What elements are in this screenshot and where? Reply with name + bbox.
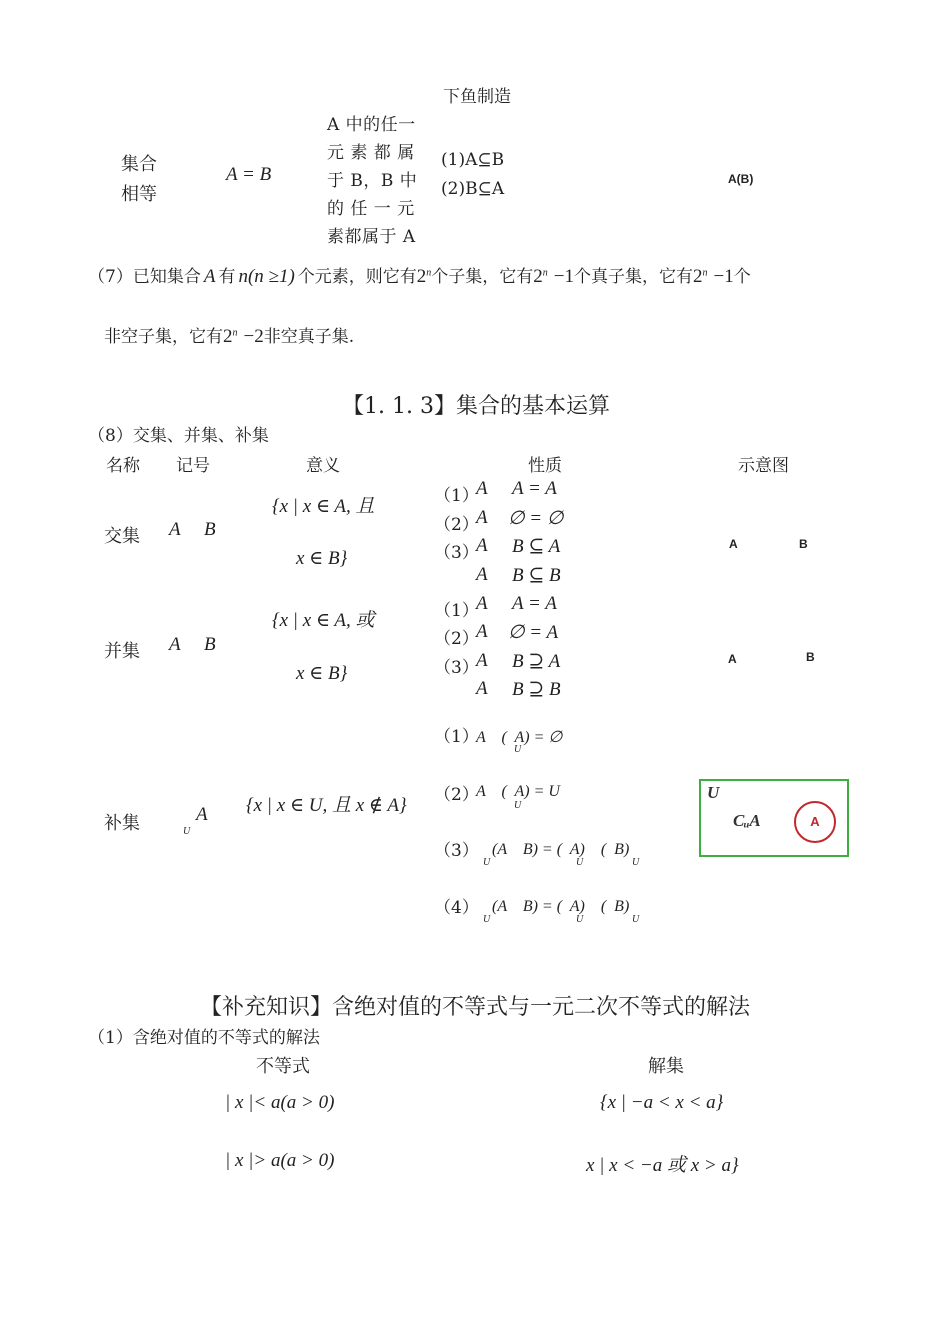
intersection-notation-b: B xyxy=(204,519,216,540)
union-prop-b: B ⊇ A xyxy=(512,651,561,672)
complement-prop-expr: (A B) = ( A) ( B) xyxy=(492,841,630,858)
complement-prop-sub: U xyxy=(483,914,491,925)
equal-notation: A = B xyxy=(226,164,272,185)
equal-definition-line: A 中的任一 xyxy=(327,115,416,135)
diagram-set-label: A xyxy=(810,814,820,829)
complement-name: 补集 xyxy=(104,813,140,834)
union-prop-b: ∅ = A xyxy=(508,622,559,643)
complement-prop-expr: A ( A) = U xyxy=(476,783,560,800)
header-name: 名称 xyxy=(106,456,140,476)
equal-property-2: (2)B⊆A xyxy=(441,179,505,199)
complement-prop-expr: (A B) = ( A) ( B) xyxy=(492,898,630,915)
intersection-prop-a: A xyxy=(476,535,488,556)
equal-definition-line: 于 B，B 中 xyxy=(327,171,418,191)
note7-line2: 非空子集，它有$2^n -2$非空真子集. xyxy=(104,326,355,347)
intersection-prop-a: A xyxy=(476,564,488,585)
header-property: 性质 xyxy=(528,456,562,476)
diagram-universe-label: U xyxy=(707,783,720,802)
equal-name-line2: 相等 xyxy=(121,184,157,205)
header-meaning: 意义 xyxy=(306,456,340,476)
union-prop-b: B ⊇ B xyxy=(512,679,561,700)
complement-prop-expr: A ( A) = ∅ xyxy=(476,729,563,746)
complement-prop-sub: U xyxy=(576,857,584,868)
note7-line1: （7）已知集合 A 有 n(n ≥1) 个元素，则它有2$^n$个子集，它有$2^n -1$个真子集，它有$2^n -1$个 xyxy=(88,266,751,287)
intersection-prop-num: （2） xyxy=(434,515,479,535)
intersection-diagram-a: A xyxy=(729,537,738,551)
supplement-title: 【补充知识】含绝对值的不等式与一元二次不等式的解法 xyxy=(200,995,751,1020)
intersection-prop-a: A xyxy=(476,507,488,528)
union-name: 并集 xyxy=(104,641,140,662)
union-meaning-2: x ∈ B} xyxy=(296,663,348,684)
equal-definition-line: 的 任 一 元 xyxy=(327,199,415,219)
complement-notation-sub: U xyxy=(183,826,191,837)
complement-prop-sub: U xyxy=(576,914,584,925)
union-prop-b: A = A xyxy=(512,593,557,614)
section-subtitle: （8）交集、并集、补集 xyxy=(88,426,269,446)
solution-row2: x | x < −a 或 x > a} xyxy=(586,1155,739,1176)
inequality-row1: | x |< a(a > 0) xyxy=(225,1092,335,1113)
intersection-prop-num: （1） xyxy=(434,486,479,506)
complement-prop-num: （4） xyxy=(434,898,479,918)
union-prop-num: （2） xyxy=(434,629,479,649)
union-diagram-b: B xyxy=(806,650,815,664)
equal-definition-line: 元 素 都 属 xyxy=(327,143,415,163)
equal-diagram-label: A(B) xyxy=(728,172,754,186)
supplement-subtitle: （1）含绝对值的不等式的解法 xyxy=(88,1028,320,1048)
intersection-prop-b: A = A xyxy=(512,478,557,499)
complement-prop-sub: U xyxy=(632,857,640,868)
section-title: 【1. 1. 3】集合的基本运算 xyxy=(342,394,610,419)
union-diagram-a: A xyxy=(728,652,737,666)
union-prop-a: A xyxy=(476,593,488,614)
header-notation: 记号 xyxy=(176,456,210,476)
diagram-set-circle xyxy=(794,801,836,843)
col-inequality: 不等式 xyxy=(256,1056,310,1077)
complement-prop-sub: U xyxy=(483,857,491,868)
intersection-prop-b: B ⊆ B xyxy=(512,565,561,586)
complement-notation: A xyxy=(196,804,208,825)
union-prop-a: A xyxy=(476,650,488,671)
intersection-prop-b: B ⊆ A xyxy=(512,536,561,557)
inequality-row2: | x |> a(a > 0) xyxy=(225,1150,335,1171)
solution-row1: {x | −a < x < a} xyxy=(600,1092,724,1113)
intersection-name: 交集 xyxy=(104,526,140,547)
complement-prop-num: （3） xyxy=(434,841,479,861)
equal-property-1: (1)A⊆B xyxy=(441,150,505,170)
intersection-prop-num: （3） xyxy=(434,543,479,563)
union-meaning-1: {x | x ∈ A, 或 xyxy=(272,610,375,631)
union-notation-a: A xyxy=(169,634,181,655)
header-diagram: 示意图 xyxy=(738,456,789,476)
union-notation-b: B xyxy=(204,634,216,655)
intersection-diagram-b: B xyxy=(799,537,808,551)
complement-prop-sub: U xyxy=(514,800,522,811)
equal-name-line1: 集合 xyxy=(121,154,157,175)
complement-prop-sub: U xyxy=(632,914,640,925)
intersection-meaning-2: x ∈ B} xyxy=(296,548,348,569)
complement-prop-num: （2） xyxy=(434,785,479,805)
intersection-meaning-1: {x | x ∈ A, 且 xyxy=(272,496,375,517)
diagram-complement-label: CᵤA xyxy=(733,811,761,830)
intersection-prop-b: ∅ = ∅ xyxy=(508,508,564,529)
complement-prop-sub: U xyxy=(514,744,522,755)
intersection-prop-a: A xyxy=(476,478,488,499)
union-prop-a: A xyxy=(476,621,488,642)
intersection-notation-a: A xyxy=(169,519,181,540)
complement-meaning: {x | x ∈ U, 且 x ∉ A} xyxy=(246,795,407,816)
col-solution: 解集 xyxy=(648,1056,684,1077)
complement-prop-num: （1） xyxy=(434,727,479,747)
union-prop-num: （3） xyxy=(434,658,479,678)
union-prop-a: A xyxy=(476,678,488,699)
equal-definition-line: 素都属于 A xyxy=(327,227,416,247)
union-prop-num: （1） xyxy=(434,601,479,621)
complement-diagram xyxy=(699,779,849,857)
page-watermark: 下鱼制造 xyxy=(443,87,511,107)
